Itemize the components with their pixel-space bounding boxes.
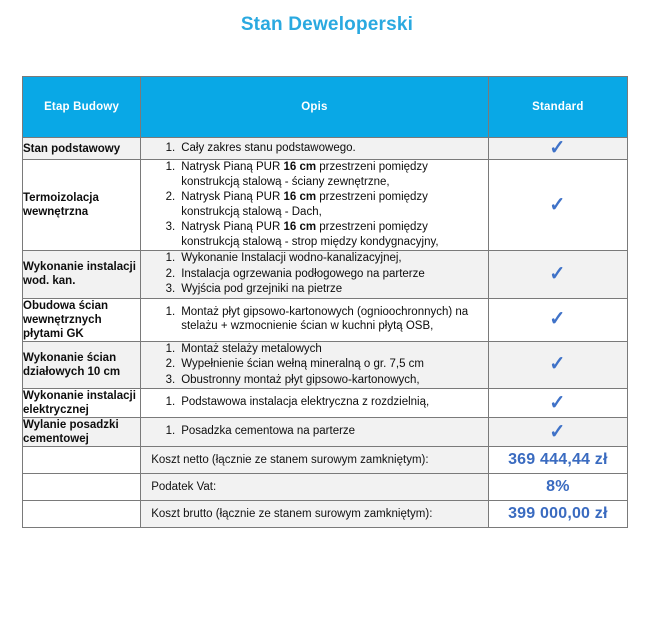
summary-row <box>23 474 628 501</box>
table-row <box>23 389 628 418</box>
description-list <box>141 395 488 410</box>
list-item-text: Instalacja ogrzewania podłogowego na parterze <box>181 267 425 280</box>
list-item-text: Wykonanie Instalacji wodno-kanalizacyjnej, <box>181 252 402 264</box>
description-list <box>141 342 488 388</box>
cell-standard <box>488 298 627 341</box>
list-item-number: 1. <box>165 396 176 409</box>
cell-description <box>141 341 489 389</box>
summary-value: 369 444,44 zł <box>488 447 627 474</box>
list-item-text: Montaż stelaży metalowych <box>181 342 322 355</box>
description-list-item <box>141 342 488 357</box>
checkmark-icon: ✓ <box>549 308 566 330</box>
column-header-standard: Standard <box>488 77 627 138</box>
description-list-item <box>141 357 488 372</box>
description-list-item <box>141 267 488 282</box>
description-list-item <box>141 395 488 410</box>
summary-row <box>23 447 628 474</box>
document-page <box>0 13 654 633</box>
cell-description <box>141 138 489 160</box>
table-header <box>23 77 628 138</box>
table-row <box>23 341 628 389</box>
cell-standard <box>488 341 627 389</box>
description-list-item <box>141 190 488 219</box>
list-item-number: 1. <box>165 141 176 154</box>
description-list-item <box>141 373 488 388</box>
list-item-text: Cały zakres stanu podstawowego. <box>181 141 356 154</box>
list-item-text: Montaż płyt gipsowo-kartonowych (ognioochronnych) na stelażu + wzmocnienie ścian w kuchni płytą OSB, <box>181 305 469 332</box>
cell-description <box>141 389 489 418</box>
cell-description <box>141 160 489 251</box>
list-item-text-tail: przestrzeni pomiędzy konstrukcją stalową - strop między kondygnacyjny, <box>181 221 439 248</box>
list-item-text: Wyjścia pod grzejniki na pietrze <box>181 283 343 295</box>
list-item-number: 3. <box>165 373 176 386</box>
summary-label: Koszt brutto (łącznie ze stanem surowym zamkniętym): <box>141 501 489 528</box>
column-header-stage: Etap Budowy <box>23 77 141 138</box>
list-item-number: 1. <box>165 425 176 438</box>
list-item-number: 3. <box>165 283 176 295</box>
checkmark-icon: ✓ <box>549 353 566 376</box>
cell-stage: Wykonanie instalacji elektrycznej <box>23 389 141 418</box>
checkmark-icon: ✓ <box>549 420 566 443</box>
description-list <box>141 251 488 297</box>
list-item-emphasis: 16 cm <box>283 191 317 203</box>
list-item-text: Natrysk Pianą PUR <box>181 221 284 233</box>
list-item-number: 1. <box>165 305 176 318</box>
cell-standard <box>488 389 627 418</box>
cell-standard <box>488 418 627 447</box>
description-list <box>141 160 488 249</box>
list-item-number: 2. <box>165 191 176 203</box>
list-item-text: Podstawowa instalacja elektryczna z rozdzielnią, <box>181 396 430 409</box>
table-body <box>23 138 628 528</box>
list-item-number: 2. <box>165 267 176 280</box>
table-row <box>23 418 628 447</box>
description-list-item <box>141 424 488 439</box>
list-item-emphasis: 16 cm <box>283 221 317 233</box>
list-item-number: 3. <box>165 221 176 233</box>
description-list-item <box>141 305 488 334</box>
table-row <box>23 251 628 299</box>
summary-blank-cell <box>23 501 141 528</box>
description-list <box>141 305 488 334</box>
page-title: Stan Deweloperski <box>240 14 414 35</box>
cell-standard <box>488 160 627 251</box>
summary-blank-cell <box>23 447 141 474</box>
cell-stage: Termoizolacja wewnętrzna <box>23 160 141 251</box>
description-list <box>141 424 488 439</box>
cell-stage: Wykonanie ścian działowych 10 cm <box>23 341 141 389</box>
table-row <box>23 138 628 160</box>
description-list-item <box>141 160 488 189</box>
table-row <box>23 160 628 251</box>
checkmark-icon: ✓ <box>549 137 566 159</box>
specification-table-container <box>22 76 628 528</box>
list-item-text: Wypełnienie ścian wełną mineralną o gr. 7,5 cm <box>181 358 424 370</box>
cell-stage: Stan podstawowy <box>23 138 141 160</box>
summary-blank-cell <box>23 474 141 501</box>
list-item-number: 1. <box>165 342 176 355</box>
summary-row <box>23 501 628 528</box>
list-item-text-tail: przestrzeni pomiędzy konstrukcją stalową - Dach, <box>181 191 428 218</box>
list-item-text: Obustronny montaż płyt gipsowo-kartonowych, <box>181 373 420 386</box>
list-item-emphasis: 16 cm <box>283 161 317 173</box>
checkmark-icon: ✓ <box>549 262 566 285</box>
list-item-text: Posadzka cementowa na parterze <box>181 425 356 438</box>
description-list-item <box>141 141 488 156</box>
summary-label: Podatek Vat: <box>141 474 489 501</box>
checkmark-icon: ✓ <box>549 391 566 414</box>
cell-description <box>141 298 489 341</box>
list-item-text-tail: przestrzeni pomiędzy konstrukcją stalową - ściany zewnętrzne, <box>181 161 428 188</box>
summary-label: Koszt netto (łącznie ze stanem surowym zamkniętym): <box>141 447 489 474</box>
checkmark-icon: ✓ <box>549 193 566 216</box>
cell-stage: Obudowa ścian wewnętrznych płytami GK <box>23 298 141 341</box>
description-list <box>141 141 488 156</box>
list-item-number: 2. <box>165 358 176 370</box>
table-header-row <box>23 77 628 138</box>
column-header-description: Opis <box>141 77 489 138</box>
summary-value: 399 000,00 zł <box>488 501 627 528</box>
description-list-item <box>141 220 488 249</box>
description-list-item <box>141 282 488 297</box>
cell-description <box>141 418 489 447</box>
cell-stage: Wykonanie instalacji wod. kan. <box>23 251 141 299</box>
list-item-text: Natrysk Pianą PUR <box>181 191 284 203</box>
list-item-number: 1. <box>165 252 176 264</box>
description-list-item <box>141 251 488 266</box>
cell-description <box>141 251 489 299</box>
table-row <box>23 298 628 341</box>
list-item-text: Natrysk Pianą PUR <box>181 161 284 173</box>
cell-standard <box>488 138 627 160</box>
summary-value: 8% <box>488 474 627 501</box>
cell-standard <box>488 251 627 299</box>
list-item-number: 1. <box>165 161 176 173</box>
specification-table <box>22 76 628 528</box>
cell-stage: Wylanie posadzki cementowej <box>23 418 141 447</box>
